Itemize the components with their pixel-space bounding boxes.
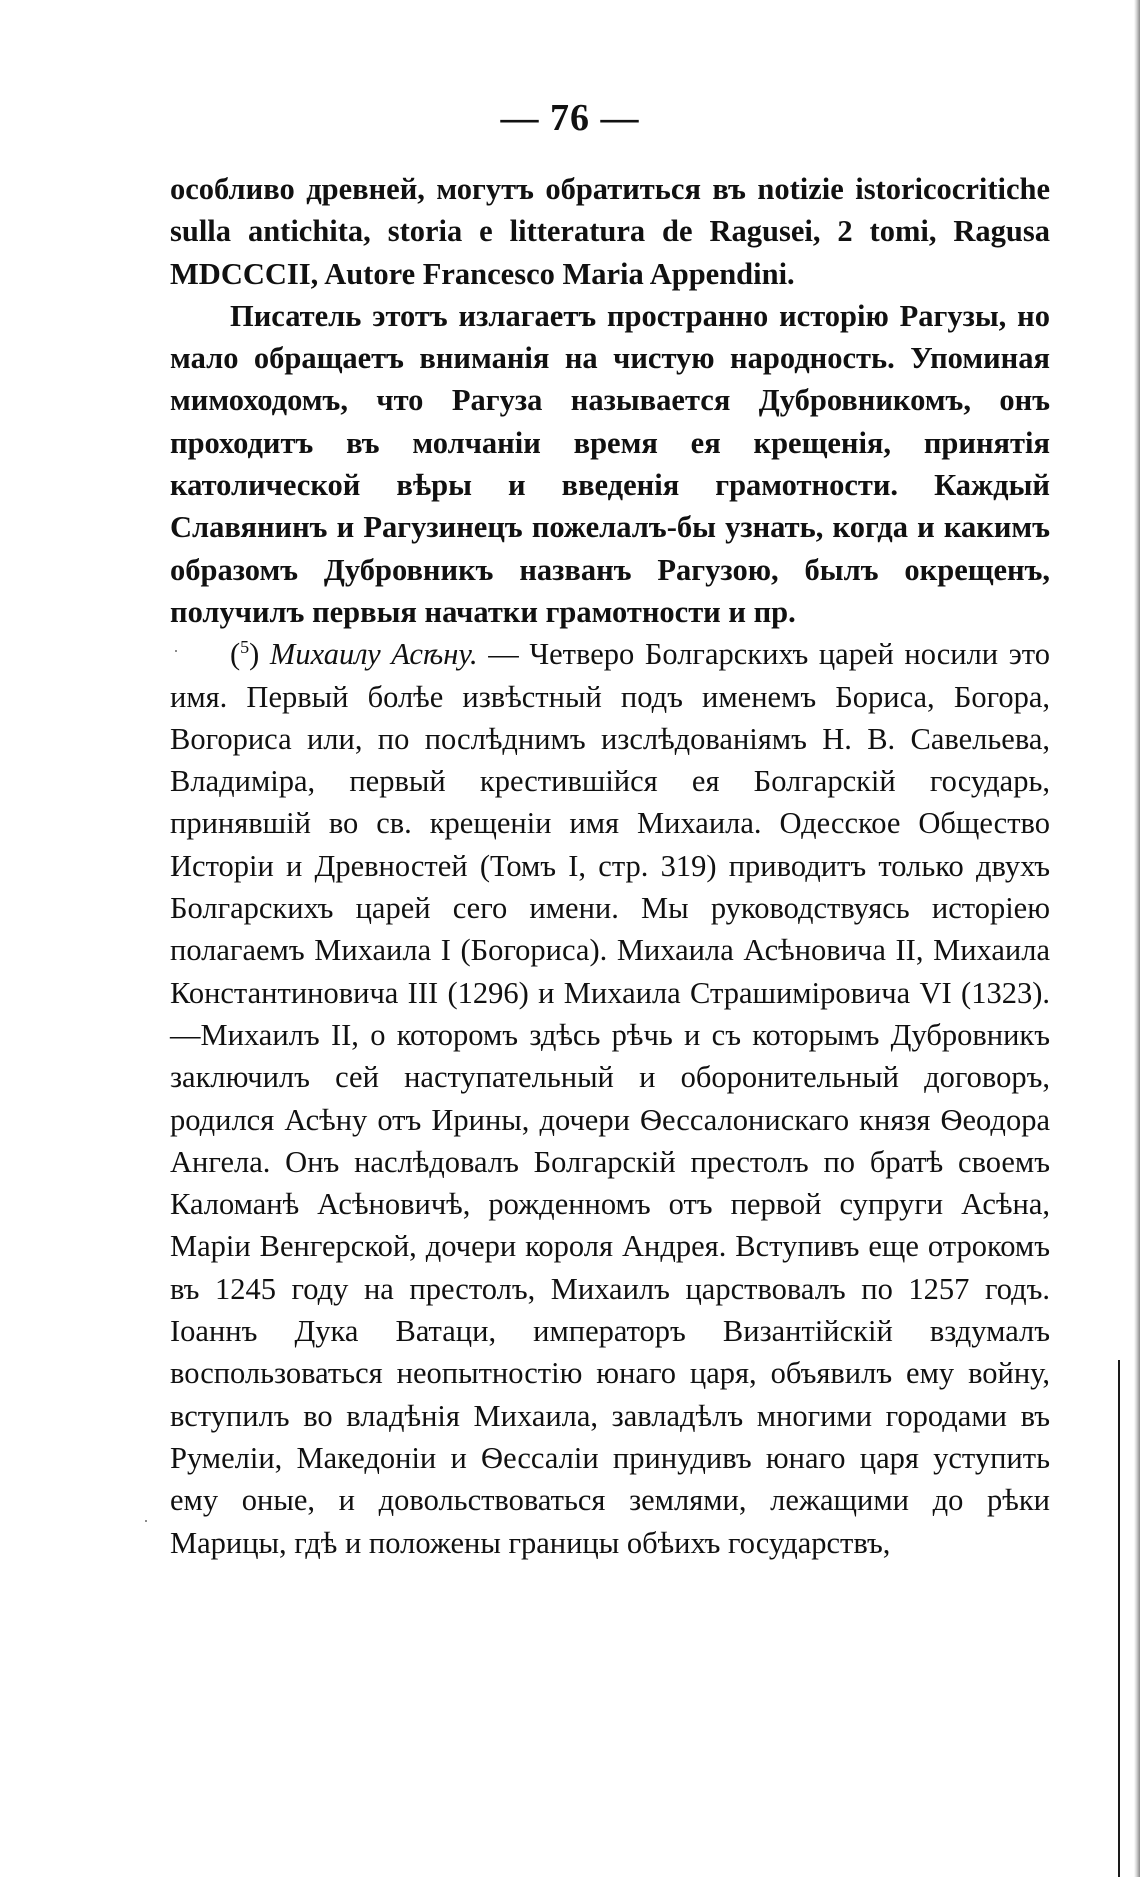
page-text [170, 168, 1050, 1564]
paragraph-appendini: Писатель этотъ излагаетъ пространно исторію Рагузы, но мало обращаетъ вниманія на чистую народность. Упоминая мимоходомъ, что Рагуза называется Дубровникомъ, онъ проходитъ въ молчаніи время ея крещенія, принятія католической вѣры и введенія грамотности. Каждый Славянинъ и Рагузинецъ пожелалъ-бы узнать, когда и какимъ образомъ Дубровникъ названъ Рагузою, былъ окрещенъ, получилъ первыя начатки грамотности и пр. [170, 298, 1050, 629]
footnote-paragraph: ($^5$) Михаилу Асѣну. — Четверо Болгарскихъ царей носили это имя. Первый болѣе извѣстный подъ именемъ Бориса, Богора, Вогориса или, по послѣднимъ изслѣдованіямъ Н. В. Савельева, Владиміра, первый крестившійся ея Болгарскій государь, принявшій во св. крещеніи имя Михаила. Одесское Общество Исторіи и Древностей (Томъ I, стр. 319) приводитъ только двухъ Болгарскихъ царей сего имени. Мы руководствуясь исторіею полагаемъ Михаила I (Богориса). Михаила Асѣновича II, Михаила Константиновича III (1296) и Михаила Страшиміровича VI (1323).—Михаилъ II, о которомъ здѣсь рѣчь и съ которымъ Дубровникъ заключилъ сей наступательный и оборонительный договоръ, родился Асѣну отъ Ирины, дочери Ѳессалонискаго князя Ѳеодора Ангела. Онъ наслѣдовалъ Болгарскій престолъ по братѣ своемъ Каломанѣ Асѣновичѣ, рожденномъ отъ первой супруги Асѣна, Маріи Венгерской, дочери короля Андрея. Вступивъ еще отрокомъ въ 1245 году на престолъ, Михаилъ царствовалъ по 1257 годъ. Іоаннъ Дука Ватаци, императоръ Византійскій вздумалъ воспользоваться неопытностію юнаго царя, объявилъ ему войну, вступилъ во владѣнія Михаила, завладѣлъ многими городами въ Румеліи, Македоніи и Ѳессаліи принудивъ юнаго царя уступить ему оные, и довольствоваться землями, лежащими до рѣки Марицы, гдѣ и положены границы обѣихъ государствъ, [170, 637, 1050, 1560]
paper-speck [175, 650, 177, 652]
footnote-body: — Четверо Болгарскихъ царей носили это имя. Первый болѣе извѣстный подъ именемъ Бориса, Богора, Вогориса или, по послѣднимъ изслѣдованіямъ Н. В. Савельева, Владиміра, первый крестившійся ея Болгарскій государь, принявшій во св. крещеніи имя Михаила. Одесское Общество Исторіи и Древностей (Томъ I, стр. 319) приводитъ только двухъ Болгарскихъ царей сего имени. Мы руководствуясь исторіею полагаемъ Михаила I (Богориса). Михаила Асѣновича II, Михаила Константиновича III (1296) и Михаила Страшиміровича VI (1323).—Михаилъ II, о которомъ здѣсь рѣчь и съ которымъ Дубровникъ заключилъ сей наступательный и оборонительный договоръ, родился Асѣну отъ Ирины, дочери Ѳессалонискаго князя Ѳеодора Ангела. Онъ наслѣдовалъ Болгарскій престолъ по братѣ своемъ Каломанѣ Асѣновичѣ, рожденномъ отъ первой супруги Асѣна, Маріи Венгерской, дочери короля Андрея. Вступивъ еще отрокомъ въ 1245 году на престолъ, Михаилъ царствовалъ по 1257 годъ. Іоаннъ Дука Ватаци, императоръ Византійскій вздумалъ воспользоваться неопытностію юнаго царя, объявилъ ему войну, вступилъ во владѣнія Михаила, завладѣлъ многими городами въ Румеліи, Македоніи и Ѳессаліи принудивъ юнаго царя уступить ему оные, и довольствоваться землями, лежащими до рѣки Марицы, гдѣ и положены границы обѣихъ государствъ, [170, 637, 1050, 1560]
footnote-title: Михаилу Асѣну. [269, 637, 478, 672]
page-number: — 76 — [500, 97, 640, 139]
binding-line [1118, 1360, 1120, 1877]
page-edge-shadow [1134, 0, 1140, 1877]
footnote-marker: 5 [240, 637, 250, 658]
paragraph-continuation: особливо древней, могутъ обратиться въ notizie istoricocritiche sulla antichita, storia e litteratura de Ragusei, 2 tomi, Ragusa MDCCCII, Autore Francesco Maria Appendini. [170, 172, 1050, 291]
paper-speck [145, 1520, 147, 1522]
